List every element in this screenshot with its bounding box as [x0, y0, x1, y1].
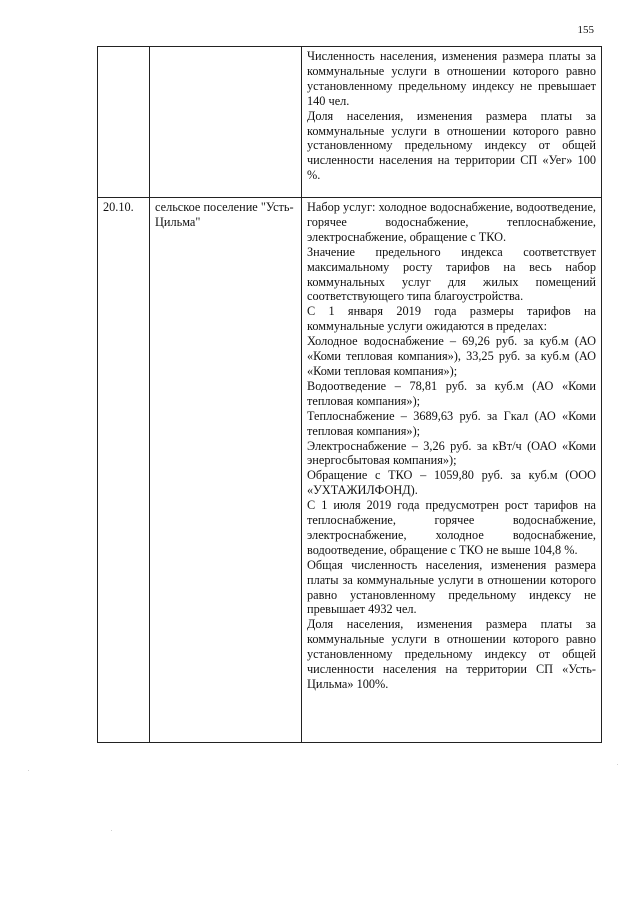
paragraph: С 1 января 2019 года размеры тарифов на коммунальные услуги ожидаются в пределах:: [307, 304, 596, 334]
scan-speck: [111, 830, 112, 831]
paragraph: Значение предельного индекса соответствует максимальному росту тарифов на весь набор коммунальных услуг для жилых помещений соответствующего типа благоустройства.: [307, 244, 596, 304]
paragraph: Доля населения, изменения размера платы за коммунальные услуги в отношении которого равно установленному предельному индексу от общей численности населения на территории СП «Уег» 100 %.: [307, 108, 596, 183]
paragraph: Набор услуг: холодное водоснабжение, водоотведение, горячее водоснабжение, теплоснабжение, электроснабжение, обращение с ТКО.: [307, 200, 596, 244]
scan-speck: [28, 770, 29, 771]
paragraph: Общая численность населения, изменения размера платы за коммунальные услуги в отношении которого равно установленному предельному индексу не превышает 4932 чел.: [307, 557, 596, 617]
paragraph: Холодное водоснабжение – 69,26 руб. за куб.м (АО «Коми тепловая компания»), 33,25 руб. за куб.м (АО «Коми тепловая компания»);: [307, 334, 596, 378]
paragraph: С 1 июля 2019 года предусмотрен рост тарифов на теплоснабжение, горячее водоснабжение, электроснабжение, холодное водоснабжение, водоотведение, обращение с ТКО не выше 104,8 %.: [307, 498, 596, 557]
table-row: [98, 198, 602, 743]
row-number-cell: 20.10.: [98, 198, 150, 743]
description-cell: [302, 198, 602, 743]
paragraph: Численность населения, изменения размера платы за коммунальные услуги в отношении которого равно установленному предельному индексу не превышает 140 чел.: [307, 49, 596, 108]
scan-speck: [617, 764, 618, 765]
description-cell: [302, 47, 602, 198]
table-row: [98, 47, 602, 198]
paragraph: Электроснабжение – 3,26 руб. за кВт/ч (ОАО «Коми энергосбытовая компания»);: [307, 438, 596, 468]
paragraph: Водоотведение – 78,81 руб. за куб.м (АО «Коми тепловая компания»);: [307, 378, 596, 408]
settlement-name-cell: [150, 47, 302, 198]
settlement-name-cell: сельское поселение "Усть-Цильма": [150, 198, 302, 743]
page-number: 155: [577, 24, 594, 36]
row-number-cell: [98, 47, 150, 198]
tariff-table: [97, 46, 602, 743]
paragraph: Обращение с ТКО – 1059,80 руб. за куб.м (ООО «УХТАЖИЛФОНД).: [307, 468, 596, 498]
paragraph: Теплоснабжение – 3689,63 руб. за Гкал (АО «Коми тепловая компания»);: [307, 408, 596, 438]
paragraph: Доля населения, изменения размера платы за коммунальные услуги в отношении которого равно установленному предельному индексу от общей численности населения на территории СП «Усть-Цильма» 100%.: [307, 617, 596, 691]
